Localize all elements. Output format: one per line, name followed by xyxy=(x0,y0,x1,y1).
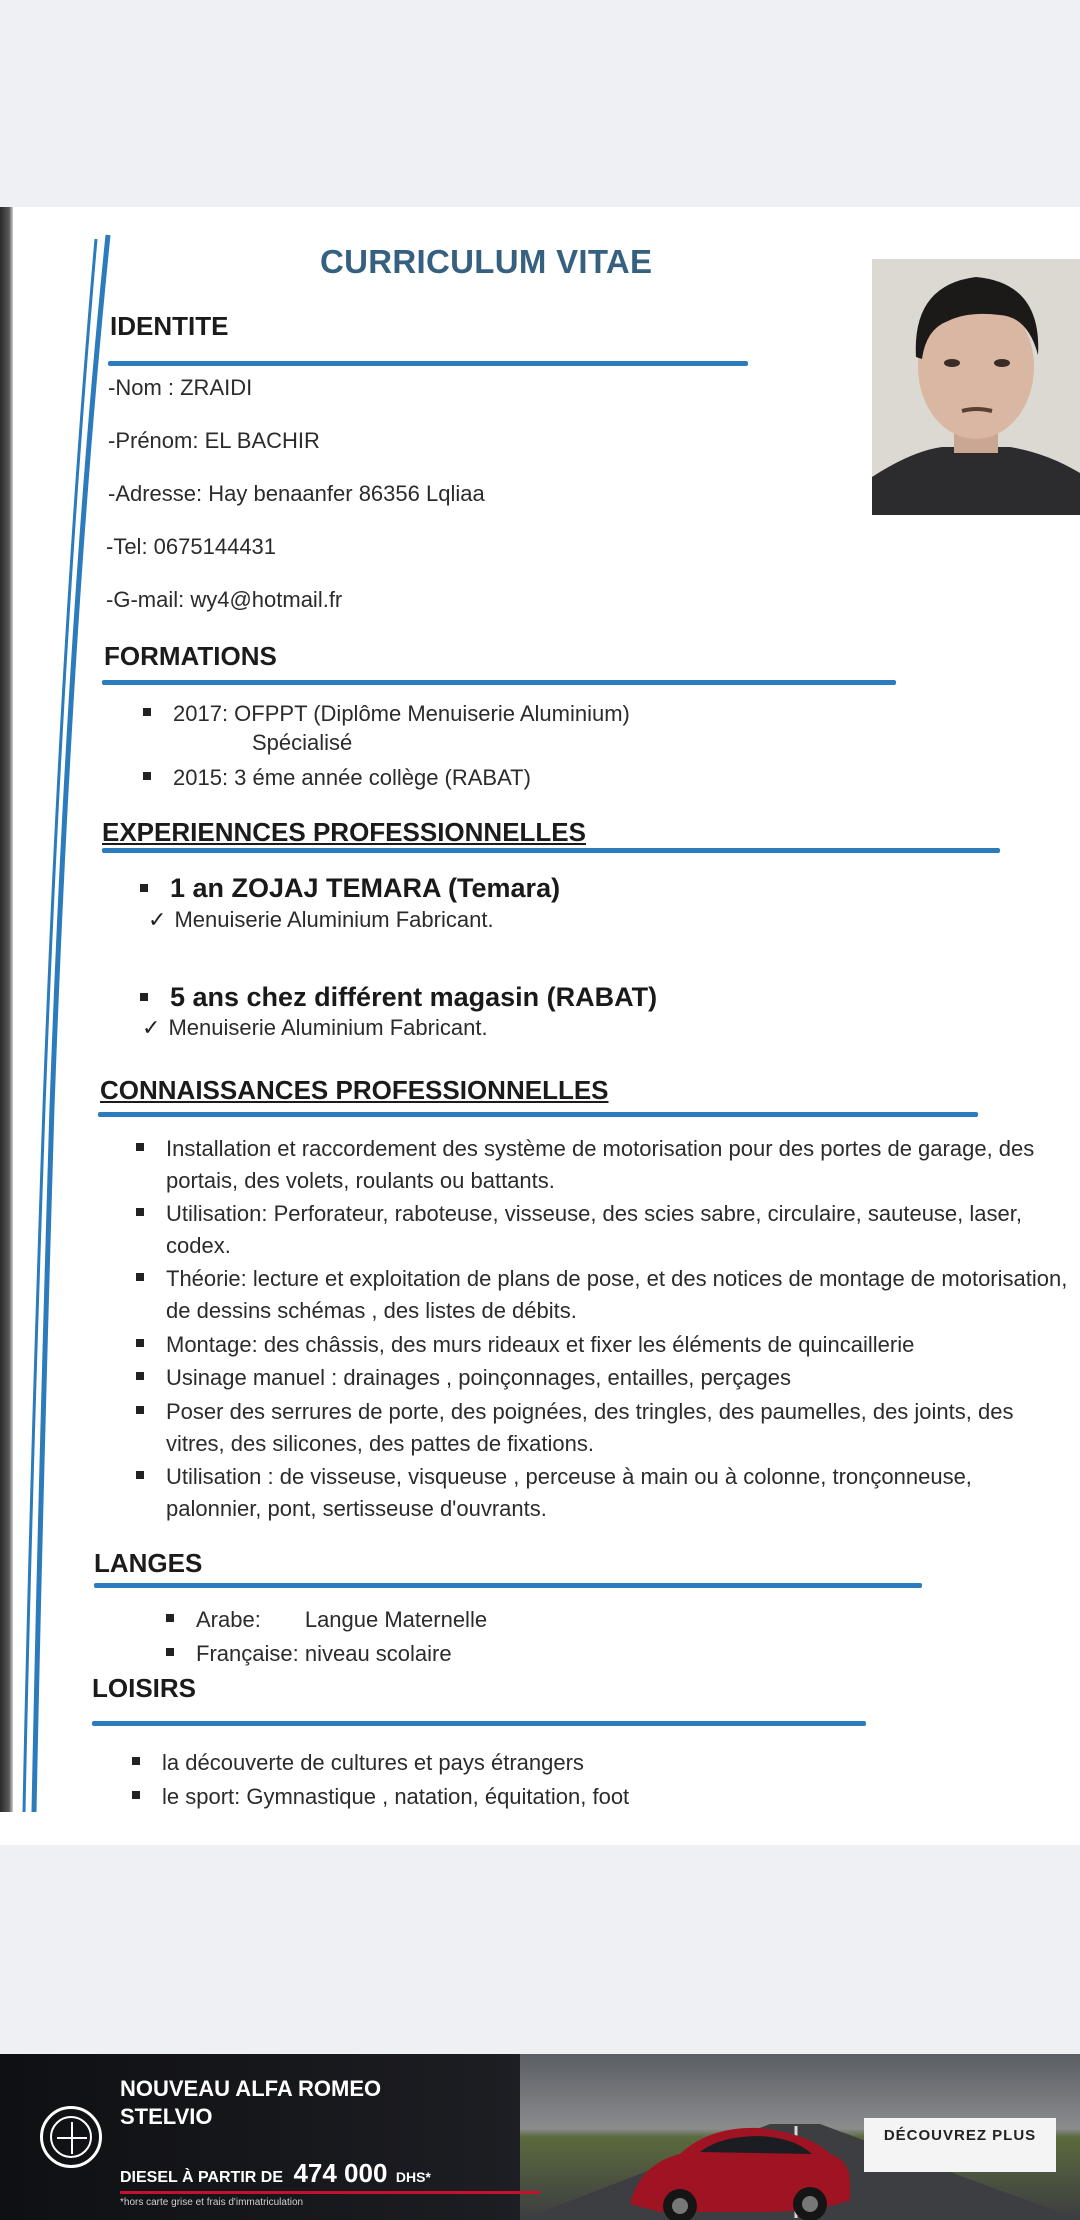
check-icon: ✓ xyxy=(142,1015,161,1040)
section-heading-connaissances: CONNAISSANCES PROFESSIONNELLES xyxy=(100,1075,609,1105)
hobby-item: la découverte de cultures et pays étrangers xyxy=(162,1747,584,1779)
identity-firstname: -Prénom: EL BACHIR xyxy=(108,428,320,453)
language-item: Arabe: Langue Maternelle xyxy=(196,1604,487,1636)
cv-document xyxy=(0,207,1080,1845)
experience-title: 5 ans chez différent magasin (RABAT) xyxy=(170,981,657,1013)
knowledge-item: Utilisation : de visseuse, visqueuse , perceuse à main ou à colonne, tronçonneuse, palonnier, pont, sertisseuse d'ouvrants. xyxy=(166,1461,1071,1525)
section-heading-loisirs: LOISIRS xyxy=(92,1673,197,1703)
knowledge-item: Montage: des châssis, des murs rideaux et fixer les éléments de quincaillerie xyxy=(166,1329,1071,1361)
ad-headline: NOUVEAU ALFA ROMEO xyxy=(120,2076,382,2101)
bullet-square-icon xyxy=(136,1471,144,1479)
ad-cta-button[interactable]: DÉCOUVREZ PLUS xyxy=(864,2118,1056,2172)
ad-banner[interactable] xyxy=(0,2054,1080,2220)
section-heading-identite: IDENTITE xyxy=(110,311,229,341)
bullet-square-icon xyxy=(143,708,151,716)
bullet-square-icon xyxy=(166,1648,174,1656)
section-rule xyxy=(102,680,896,685)
section-heading-experiences: EXPERIENNCES PROFESSIONNELLES xyxy=(102,817,586,847)
bullet-square-icon xyxy=(136,1143,144,1151)
language-item: Française: niveau scolaire xyxy=(196,1638,452,1670)
identity-email: -G-mail: wy4@hotmail.fr xyxy=(106,587,343,612)
bullet-square-icon xyxy=(136,1339,144,1347)
section-heading-formations: FORMATIONS xyxy=(104,641,277,671)
knowledge-item: Poser des serrures de porte, des poignées, des tringles, des paumelles, des joints, des vitres, des silicones, des pattes de fixations. xyxy=(166,1396,1071,1460)
experience-title: 1 an ZOJAJ TEMARA (Temara) xyxy=(170,872,560,904)
ad-accent-rule xyxy=(120,2191,540,2194)
bullet-square-icon xyxy=(136,1273,144,1281)
bullet-square-icon xyxy=(136,1406,144,1414)
bullet-square-icon xyxy=(140,884,148,892)
experience-detail: ✓ Menuiserie Aluminium Fabricant. xyxy=(142,1015,488,1040)
knowledge-item: Théorie: lecture et exploitation de plans de pose, et des notices de montage de motorisation, de dessins schémas , des listes de débits. xyxy=(166,1263,1071,1327)
bullet-square-icon xyxy=(143,772,151,780)
formation-item-continued: Spécialisé xyxy=(252,730,353,755)
hobby-item: le sport: Gymnastique , natation, équitation, foot xyxy=(162,1781,629,1813)
check-icon: ✓ xyxy=(148,907,167,932)
identity-address: -Adresse: Hay benaanfer 86356 Lqliaa xyxy=(108,481,485,506)
bullet-square-icon xyxy=(140,993,148,1001)
section-rule xyxy=(108,361,748,366)
section-rule xyxy=(98,1112,978,1117)
formation-item: 2015: 3 éme année collège (RABAT) xyxy=(173,762,531,794)
experience-detail: ✓ Menuiserie Aluminium Fabricant. xyxy=(148,907,494,932)
identity-name: -Nom : ZRAIDI xyxy=(108,375,253,400)
bullet-square-icon xyxy=(132,1791,140,1799)
section-heading-langues: LANGES xyxy=(94,1548,203,1578)
bullet-square-icon xyxy=(136,1208,144,1216)
knowledge-item: Installation et raccordement des système de motorisation pour des portes de garage, des portais, des volets, roulants ou battants. xyxy=(166,1133,1071,1197)
bullet-square-icon xyxy=(166,1614,174,1622)
ad-price: DIESEL À PARTIR DE 474 000 DHS* xyxy=(120,2158,431,2188)
ad-model: STELVIO xyxy=(120,2104,213,2129)
identity-phone: -Tel: 0675144431 xyxy=(106,534,277,559)
section-rule xyxy=(92,1721,866,1726)
cv-title: CURRICULUM VITAE xyxy=(320,243,653,280)
bullet-square-icon xyxy=(136,1372,144,1380)
section-rule xyxy=(94,1583,922,1588)
knowledge-item: Utilisation: Perforateur, raboteuse, visseuse, des scies sabre, circulaire, sauteuse, laser, codex. xyxy=(166,1198,1071,1262)
section-rule xyxy=(102,848,1000,853)
alfa-romeo-logo-icon xyxy=(40,2106,102,2168)
formation-item: 2017: OFPPT (Diplôme Menuiserie Aluminium) xyxy=(173,698,630,730)
knowledge-item: Usinage manuel : drainages , poinçonnages, entailles, perçages xyxy=(166,1362,1071,1394)
ad-disclaimer: *hors carte grise et frais d'immatriculation xyxy=(120,2197,304,2208)
bullet-square-icon xyxy=(132,1757,140,1765)
profile-photo xyxy=(872,259,1080,515)
